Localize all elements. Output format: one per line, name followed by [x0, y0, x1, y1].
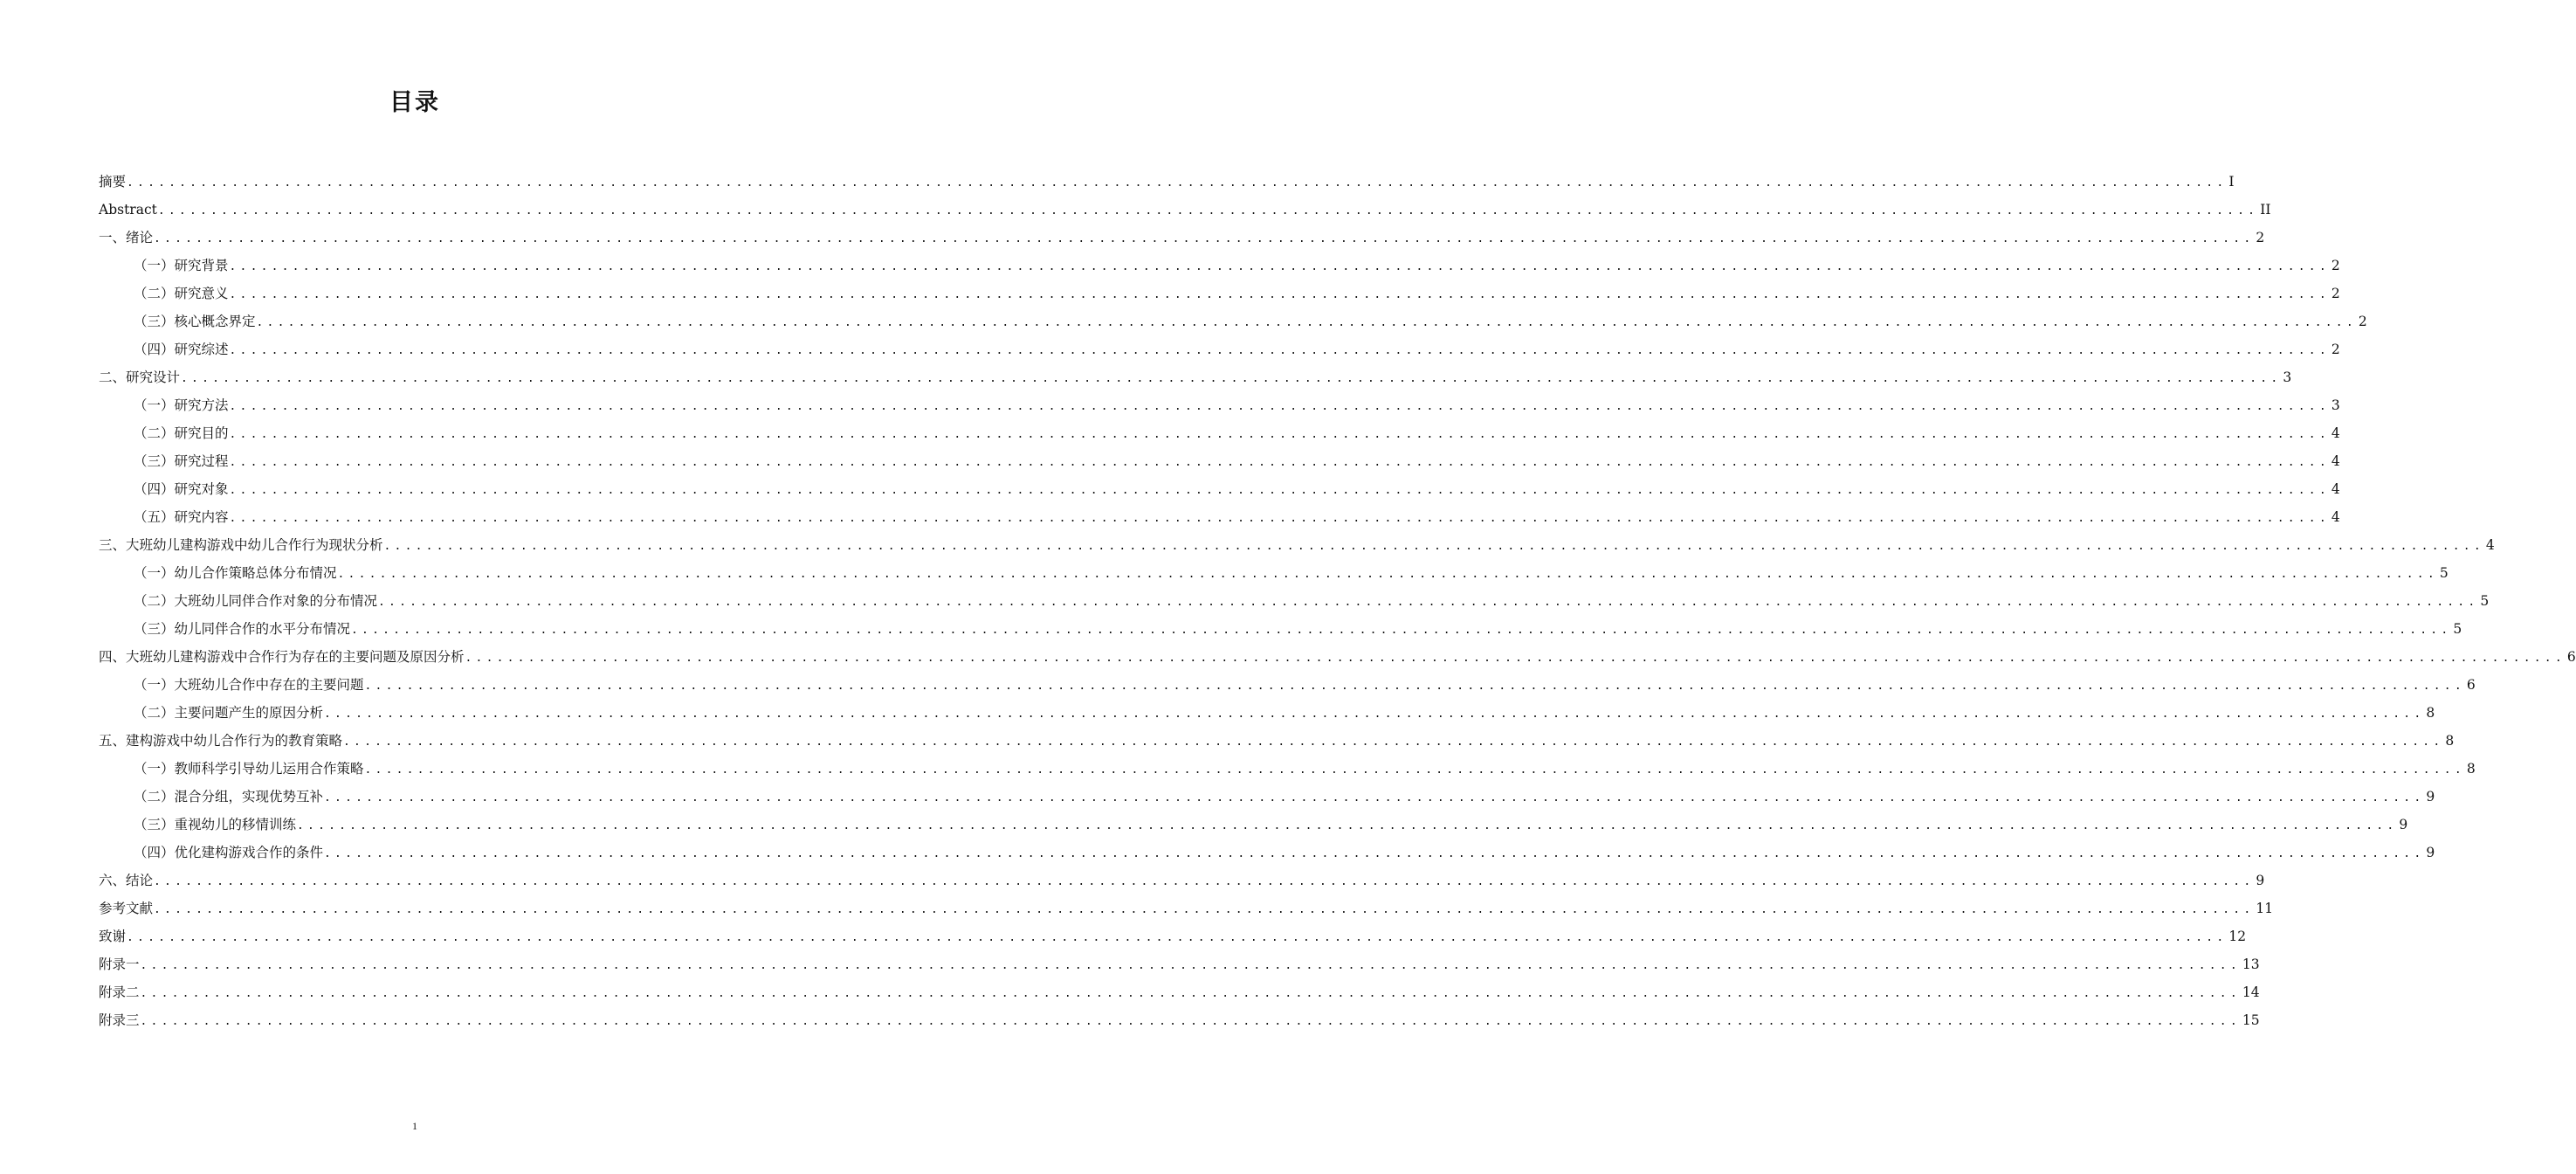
toc-dot-leader: ........................................................................................................................................................................................................ [154, 903, 2255, 916]
toc-entry-title: （四）研究综述 [134, 342, 229, 357]
toc-entry[interactable] [99, 587, 2490, 615]
toc-entry-page: 4 [2331, 453, 2340, 469]
toc-entry[interactable] [99, 699, 2435, 727]
toc-entry-page: 4 [2331, 425, 2340, 441]
toc-entry[interactable] [99, 811, 2408, 839]
toc-entry-page: 11 [2256, 901, 2274, 916]
toc-dot-leader: ........................................................................................................................................................................................................ [465, 652, 2566, 665]
toc-entry-title: 二、研究设计 [99, 369, 181, 385]
toc-dot-leader: ........................................................................................................................................................................................................ [351, 624, 2452, 637]
toc-dot-leader: ........................................................................................................................................................................................................ [337, 568, 2438, 581]
toc-entry-page: 3 [2283, 369, 2292, 385]
toc-entry[interactable] [99, 755, 2476, 783]
toc-entry-page: 6 [2566, 649, 2576, 665]
toc-entry-title: 致谢 [99, 929, 127, 944]
toc-entry[interactable] [99, 335, 2340, 363]
toc-dot-leader: ........................................................................................................................................................................................................ [140, 1015, 2241, 1028]
toc-entry-title: 附录二 [99, 984, 140, 1000]
toc-entry[interactable] [99, 950, 2260, 978]
toc-entry-page: II [2260, 202, 2271, 218]
toc-entry[interactable] [99, 531, 2495, 559]
toc-entry[interactable] [99, 307, 2367, 335]
toc-entry-page: 9 [2256, 873, 2265, 888]
toc-entry-title: （一）大班幼儿合作中存在的主要问题 [134, 677, 364, 693]
toc-entry-title: （二）主要问题产生的原因分析 [134, 705, 324, 721]
toc-entry-title: （三）核心概念界定 [134, 314, 256, 329]
toc-entry-page: 12 [2228, 929, 2247, 944]
toc-entry-page: 2 [2256, 230, 2265, 245]
toc-entry-title: 四、大班幼儿建构游戏中合作行为存在的主要问题及原因分析 [99, 649, 465, 665]
toc-entry[interactable] [99, 447, 2340, 475]
toc-entry-title: 一、绪论 [99, 230, 154, 245]
toc-entry-title: （五）研究内容 [134, 509, 229, 525]
toc-entry-title: （二）混合分组，实现优势互补 [134, 789, 324, 805]
toc-entry-title: 六、结论 [99, 873, 154, 888]
toc-entry[interactable] [99, 783, 2435, 811]
toc-entry-page: 9 [2426, 845, 2435, 860]
toc-entry-title: （二）研究目的 [134, 425, 229, 441]
toc-entry-title: （一）研究方法 [134, 397, 229, 413]
toc-dot-leader: ........................................................................................................................................................................................................ [140, 987, 2241, 1000]
toc-entry-page: 8 [2445, 733, 2455, 749]
toc-entry-page: 13 [2242, 956, 2260, 972]
toc-dot-leader: ........................................................................................................................................................................................................ [343, 735, 2444, 749]
toc-dot-leader: ........................................................................................................................................................................................................ [256, 316, 2357, 329]
toc-dot-leader: ........................................................................................................................................................................................................ [127, 931, 2228, 944]
toc-entry-page: 9 [2399, 817, 2408, 832]
toc-dot-leader: ........................................................................................................................................................................................................ [324, 791, 2425, 805]
toc-dot-leader: ........................................................................................................................................................................................................ [364, 763, 2465, 777]
toc-entry[interactable] [99, 1006, 2260, 1034]
toc-entry[interactable] [99, 391, 2340, 419]
toc-entry[interactable] [99, 196, 2271, 224]
toc-entry[interactable] [99, 867, 2265, 894]
toc-entry-title: 参考文献 [99, 901, 154, 916]
toc-dot-leader: ........................................................................................................................................................................................................ [154, 875, 2255, 888]
toc-entry-title: 五、建构游戏中幼儿合作行为的教育策略 [99, 733, 343, 749]
toc-entry[interactable] [99, 671, 2476, 699]
toc-entry-title: （三）重视幼儿的移情训练 [134, 817, 297, 832]
toc-entry[interactable] [99, 224, 2265, 252]
toc-dot-leader: ........................................................................................................................................................................................................ [154, 232, 2255, 245]
toc-dot-leader: ........................................................................................................................................................................................................ [157, 204, 2259, 218]
toc-dot-leader: ........................................................................................................................................................................................................ [229, 400, 2330, 413]
toc-dot-leader: ........................................................................................................................................................................................................ [229, 260, 2330, 273]
toc-entry-title: （三）研究过程 [134, 453, 229, 469]
toc-entry-title: （四）研究对象 [134, 481, 229, 497]
toc-entry-page: 2 [2358, 314, 2367, 329]
toc-entry[interactable] [99, 503, 2340, 531]
page-title: 目录 [389, 89, 440, 116]
toc-entry[interactable] [99, 280, 2340, 307]
toc-entry-title: （一）教师科学引导幼儿运用合作策略 [134, 761, 364, 777]
toc-dot-leader: ........................................................................................................................................................................................................ [324, 708, 2425, 721]
toc-entry[interactable] [99, 643, 2576, 671]
toc-entry-title: 三、大班幼儿建构游戏中幼儿合作行为现状分析 [99, 537, 383, 553]
toc-entry-page: 2 [2331, 342, 2340, 357]
toc-entry[interactable] [99, 363, 2292, 391]
toc-dot-leader: ........................................................................................................................................................................................................ [140, 959, 2241, 972]
toc-entry-title: （二）大班幼儿同伴合作对象的分布情况 [134, 593, 378, 609]
table-of-contents [99, 168, 2576, 1034]
toc-dot-leader: ........................................................................................................................................................................................................ [364, 680, 2465, 693]
toc-entry-page: 3 [2331, 397, 2340, 413]
toc-entry-page: 6 [2466, 677, 2476, 693]
toc-entry-page: 15 [2242, 1012, 2260, 1028]
toc-entry[interactable] [99, 727, 2455, 755]
toc-entry-page: 4 [2331, 481, 2340, 497]
toc-entry-page: 5 [2453, 621, 2462, 637]
toc-entry-title: 附录一 [99, 956, 140, 972]
toc-entry-page: 9 [2426, 789, 2435, 805]
toc-entry-title: （一）幼儿合作策略总体分布情况 [134, 565, 337, 581]
toc-dot-leader: ........................................................................................................................................................................................................ [181, 372, 2282, 385]
toc-entry[interactable] [99, 978, 2260, 1006]
toc-dot-leader: ........................................................................................................................................................................................................ [229, 484, 2330, 497]
toc-entry-page: I [2228, 174, 2235, 190]
toc-entry-title: （一）研究背景 [134, 258, 229, 273]
toc-dot-leader: ........................................................................................................................................................................................................ [229, 428, 2330, 441]
toc-dot-leader: ........................................................................................................................................................................................................ [229, 344, 2330, 357]
toc-dot-leader: ........................................................................................................................................................................................................ [229, 288, 2330, 301]
toc-entry-page: 5 [2439, 565, 2449, 581]
toc-dot-leader: ........................................................................................................................................................................................................ [229, 456, 2330, 469]
toc-entry-page: 8 [2466, 761, 2476, 777]
toc-entry-page: 4 [2331, 509, 2340, 525]
toc-dot-leader: ........................................................................................................................................................................................................ [324, 847, 2425, 860]
toc-entry[interactable] [99, 894, 2274, 922]
toc-dot-leader: ........................................................................................................................................................................................................ [378, 596, 2479, 609]
toc-entry-page: 4 [2485, 537, 2495, 553]
toc-entry-title: 附录三 [99, 1012, 140, 1028]
toc-entry-page: 2 [2331, 258, 2340, 273]
toc-entry[interactable] [99, 475, 2340, 503]
toc-entry[interactable] [99, 839, 2435, 867]
toc-entry-title: （三）幼儿同伴合作的水平分布情况 [134, 621, 351, 637]
toc-entry[interactable] [99, 559, 2449, 587]
toc-dot-leader: ........................................................................................................................................................................................................ [127, 176, 2228, 190]
page-number: 1 [412, 1120, 417, 1132]
toc-entry-title: Abstract [99, 202, 157, 218]
toc-entry-title: 摘要 [99, 174, 127, 190]
toc-entry-title: （四）优化建构游戏合作的条件 [134, 845, 324, 860]
toc-entry[interactable] [99, 168, 2235, 196]
toc-entry-page: 5 [2480, 593, 2490, 609]
toc-entry[interactable] [99, 615, 2462, 643]
toc-entry[interactable] [99, 252, 2340, 280]
toc-entry[interactable] [99, 419, 2340, 447]
toc-entry-title: （二）研究意义 [134, 286, 229, 301]
toc-entry[interactable] [99, 922, 2247, 950]
toc-entry-page: 2 [2331, 286, 2340, 301]
toc-dot-leader: ........................................................................................................................................................................................................ [229, 512, 2330, 525]
toc-entry-page: 14 [2242, 984, 2260, 1000]
toc-entry-page: 8 [2426, 705, 2435, 721]
toc-dot-leader: ........................................................................................................................................................................................................ [383, 540, 2484, 553]
toc-dot-leader: ........................................................................................................................................................................................................ [297, 819, 2398, 832]
